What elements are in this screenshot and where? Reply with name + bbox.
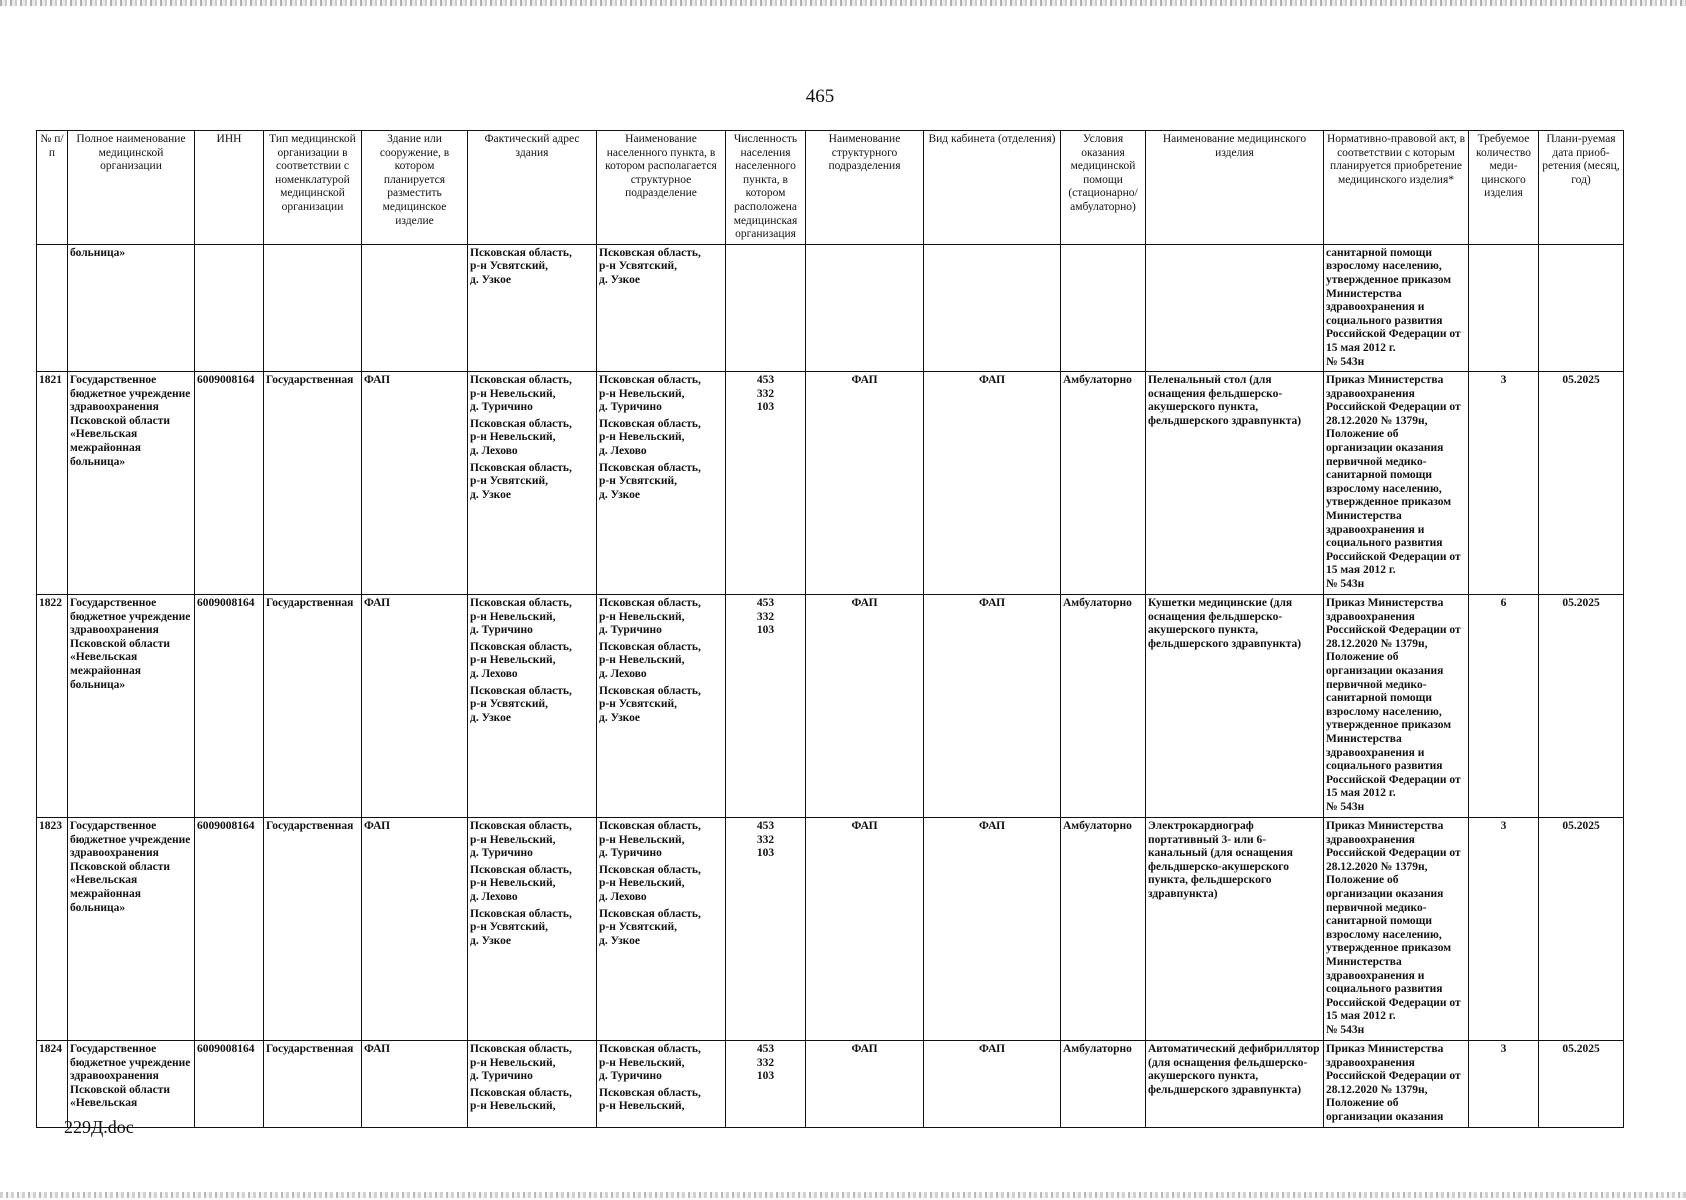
cell-num: 1822 xyxy=(37,595,68,818)
cell-address xyxy=(468,818,597,1041)
cell-settlement xyxy=(597,818,726,1041)
cell-date xyxy=(1539,244,1624,371)
cell-qty: 3 xyxy=(1469,372,1539,595)
settlement-line: Псковская область, р-н Невельский, д. Лехово xyxy=(599,863,701,904)
population-value: 453 xyxy=(756,820,775,833)
address-line: Псковская область, р-н Невельский, д. Лехово xyxy=(470,640,572,681)
cell-unit: ФАП xyxy=(806,818,924,1041)
population-value: 453 xyxy=(756,374,775,387)
cell-cabinet: ФАП xyxy=(924,372,1061,595)
page-number: 465 xyxy=(805,86,835,107)
cell-unit xyxy=(806,244,924,371)
header-device: Наименование медицинского изделия xyxy=(1146,131,1324,245)
cell-act: Приказ Министерства здравоохранения Российской Федерации от 28.12.2020 № 1379н, Положение об организации оказания первичной медико-санитарной помощи взрослому населению, утвержденное приказом Министерства здравоохранения и социального развития Российской Федерации от 15 мая 2012 г. № 543н xyxy=(1324,818,1469,1041)
cell-population xyxy=(726,818,806,1041)
cell-building: ФАП xyxy=(362,818,468,1041)
cell-org: Государственное бюджетное учреждение здравоохранения Псковской области «Невельская межрайонная больница» xyxy=(68,818,195,1041)
header-act: Нормативно-правовой акт, в соответствии с которым планируется приобретение медицинского изделия* xyxy=(1324,131,1469,245)
cell-conditions: Амбулаторно xyxy=(1061,595,1146,818)
cell-unit: ФАП xyxy=(806,372,924,595)
population-value: 103 xyxy=(756,1070,775,1083)
address-line: Псковская область, р-н Усвятский, д. Узкое xyxy=(470,246,572,286)
table-row xyxy=(37,372,1624,595)
population-value: 453 xyxy=(756,1043,775,1056)
cell-conditions: Амбулаторно xyxy=(1061,1041,1146,1128)
cell-building: ФАП xyxy=(362,595,468,818)
settlement-line: Псковская область, р-н Невельский, д. Лехово xyxy=(599,417,701,458)
cell-act: Приказ Министерства здравоохранения Российской Федерации от 28.12.2020 № 1379н, Положение об организации оказания xyxy=(1324,1041,1469,1128)
cell-type: Государственная xyxy=(264,818,362,1041)
cell-settlement xyxy=(597,372,726,595)
header-org: Полное наименование медицинской организации xyxy=(68,131,195,245)
cell-org: Государственное бюджетное учреждение здравоохранения Псковской области «Невельская xyxy=(68,1041,195,1128)
settlement-line: Псковская область, р-н Невельский, д. Туричино xyxy=(599,374,701,414)
population-value: 103 xyxy=(756,401,775,414)
header-num: № п/п xyxy=(37,131,68,245)
address-line: Псковская область, р-н Усвятский, д. Узкое xyxy=(470,907,572,947)
cell-inn: 6009008164 xyxy=(195,595,264,818)
cell-cabinet: ФАП xyxy=(924,1041,1061,1128)
cell-unit: ФАП xyxy=(806,1041,924,1128)
cell-population xyxy=(726,595,806,818)
address-line: Псковская область, р-н Усвятский, д. Узкое xyxy=(470,461,572,501)
population-value: 453 xyxy=(756,597,775,610)
cell-address xyxy=(468,595,597,818)
cell-population xyxy=(726,1041,806,1128)
settlement-line: Псковская область, р-н Невельский, д. Туричино xyxy=(599,1043,701,1083)
cell-type xyxy=(264,244,362,371)
header-settlement: Наименование населенного пункта, в котором располагается структурное подразделение xyxy=(597,131,726,245)
cell-num xyxy=(37,244,68,371)
cell-date: 05.2025 xyxy=(1539,372,1624,595)
settlement-line: Псковская область, р-н Невельский, д. Туричино xyxy=(599,597,701,637)
settlement-line: Псковская область, р-н Невельский, д. Лехово xyxy=(599,640,701,681)
address-line: Псковская область, р-н Усвятский, д. Узкое xyxy=(470,684,572,724)
header-unit: Наименование структурного подразделения xyxy=(806,131,924,245)
cell-date: 05.2025 xyxy=(1539,595,1624,818)
table-row xyxy=(37,818,1624,1041)
cell-address xyxy=(468,1041,597,1128)
cell-org: Государственное бюджетное учреждение здравоохранения Псковской области «Невельская межрайонная больница» xyxy=(68,595,195,818)
cell-settlement xyxy=(597,244,726,371)
cell-org: Государственное бюджетное учреждение здравоохранения Псковской области «Невельская межрайонная больница» xyxy=(68,372,195,595)
address-line: Псковская область, р-н Невельский, д. Лехово xyxy=(470,863,572,904)
cell-date: 05.2025 xyxy=(1539,1041,1624,1128)
cell-inn xyxy=(195,244,264,371)
cell-population xyxy=(726,244,806,371)
address-line: Псковская область, р-н Невельский, xyxy=(470,1086,572,1113)
cell-conditions xyxy=(1061,244,1146,371)
cell-building xyxy=(362,244,468,371)
population-value: 332 xyxy=(756,610,775,623)
cell-type: Государственная xyxy=(264,372,362,595)
settlement-line: Псковская область, р-н Усвятский, д. Узкое xyxy=(599,684,701,724)
cell-device: Кушетки медицинские (для оснащения фельдшерско-акушерского пункта, фельдшерского здравпункта) xyxy=(1146,595,1324,818)
address-line: Псковская область, р-н Невельский, д. Туричино xyxy=(470,820,572,860)
header-conditions: Условия оказания медицинской помощи (стационарно/ амбулаторно) xyxy=(1061,131,1146,245)
population-value: 332 xyxy=(756,833,775,846)
cell-type: Государственная xyxy=(264,1041,362,1128)
cell-cabinet: ФАП xyxy=(924,595,1061,818)
settlement-line: Псковская область, р-н Невельский, д. Туричино xyxy=(599,820,701,860)
cell-unit: ФАП xyxy=(806,595,924,818)
cell-device: Электрокардиограф портативный 3- или 6-канальный (для оснащения фельдшерско-акушерского пункта, фельдшерского здравпункта) xyxy=(1146,818,1324,1041)
header-date: Плани-руемая дата приоб-ретения (месяц, год) xyxy=(1539,131,1624,245)
cell-building: ФАП xyxy=(362,372,468,595)
header-population: Численность населения населенного пункта, в котором расположена медицинская организация xyxy=(726,131,806,245)
cell-address xyxy=(468,244,597,371)
equipment-table xyxy=(36,130,1624,1128)
header-building: Здание или сооружение, в котором планируется разместить медицинское изделие xyxy=(362,131,468,245)
cell-conditions: Амбулаторно xyxy=(1061,372,1146,595)
header-address: Фактический адрес здания xyxy=(468,131,597,245)
cell-cabinet xyxy=(924,244,1061,371)
cell-inn: 6009008164 xyxy=(195,372,264,595)
cell-type: Государственная xyxy=(264,595,362,818)
address-line: Псковская область, р-н Невельский, д. Туричино xyxy=(470,1043,572,1083)
population-value: 332 xyxy=(756,1056,775,1069)
header-cabinet: Вид кабинета (отделения) xyxy=(924,131,1061,245)
scan-edge-top xyxy=(0,0,1686,6)
cell-inn: 6009008164 xyxy=(195,1041,264,1128)
cell-act: санитарной помощи взрослому населению, утвержденное приказом Министерства здравоохранения и социального развития Российской Федерации от 15 мая 2012 г. № 543н xyxy=(1324,244,1469,371)
cell-building: ФАП xyxy=(362,1041,468,1128)
cell-qty: 6 xyxy=(1469,595,1539,818)
cell-act: Приказ Министерства здравоохранения Российской Федерации от 28.12.2020 № 1379н, Положение об организации оказания первичной медико-санитарной помощи взрослому населению, утвержденное приказом Министерства здравоохранения и социального развития Российской Федерации от 15 мая 2012 г. № 543н xyxy=(1324,372,1469,595)
header-qty: Требуемое количество меди-цинского изделия xyxy=(1469,131,1539,245)
address-line: Псковская область, р-н Невельский, д. Туричино xyxy=(470,374,572,414)
cell-device: Автоматический дефибриллятор (для оснащения фельдшерско-акушерского пункта, фельдшерского здравпункта) xyxy=(1146,1041,1324,1128)
cell-date: 05.2025 xyxy=(1539,818,1624,1041)
cell-population xyxy=(726,372,806,595)
cell-qty: 3 xyxy=(1469,1041,1539,1128)
table-row-continuation xyxy=(37,244,1624,371)
table-row xyxy=(37,595,1624,818)
table-header-row xyxy=(37,131,1624,245)
cell-conditions: Амбулаторно xyxy=(1061,818,1146,1041)
table-row xyxy=(37,1041,1624,1128)
cell-qty xyxy=(1469,244,1539,371)
address-line: Псковская область, р-н Невельский, д. Туричино xyxy=(470,597,572,637)
cell-act: Приказ Министерства здравоохранения Российской Федерации от 28.12.2020 № 1379н, Положение об организации оказания первичной медико-санитарной помощи взрослому населению, утвержденное приказом Министерства здравоохранения и социального развития Российской Федерации от 15 мая 2012 г. № 543н xyxy=(1324,595,1469,818)
cell-address xyxy=(468,372,597,595)
footer-filename: 229Д.doc xyxy=(64,1117,134,1137)
header-inn: ИНН xyxy=(195,131,264,245)
cell-num: 1823 xyxy=(37,818,68,1041)
settlement-line: Псковская область, р-н Усвятский, д. Узкое xyxy=(599,246,701,286)
settlement-line: Псковская область, р-н Усвятский, д. Узкое xyxy=(599,907,701,947)
address-line: Псковская область, р-н Невельский, д. Лехово xyxy=(470,417,572,458)
scan-edge-bottom xyxy=(0,1192,1686,1198)
cell-num: 1824 xyxy=(37,1041,68,1128)
cell-num: 1821 xyxy=(37,372,68,595)
settlement-line: Псковская область, р-н Невельский, xyxy=(599,1086,701,1113)
cell-inn: 6009008164 xyxy=(195,818,264,1041)
settlement-line: Псковская область, р-н Усвятский, д. Узкое xyxy=(599,461,701,501)
cell-device: Пеленальный стол (для оснащения фельдшерско-акушерского пункта, фельдшерского здравпункта) xyxy=(1146,372,1324,595)
cell-settlement xyxy=(597,595,726,818)
population-value: 332 xyxy=(756,387,775,400)
cell-settlement xyxy=(597,1041,726,1128)
cell-org: больница» xyxy=(68,244,195,371)
population-value: 103 xyxy=(756,624,775,637)
cell-qty: 3 xyxy=(1469,818,1539,1041)
cell-device xyxy=(1146,244,1324,371)
header-type: Тип медицинской организации в соответствии с номенклатурой медицинской организации xyxy=(264,131,362,245)
population-value: 103 xyxy=(756,847,775,860)
cell-cabinet: ФАП xyxy=(924,818,1061,1041)
